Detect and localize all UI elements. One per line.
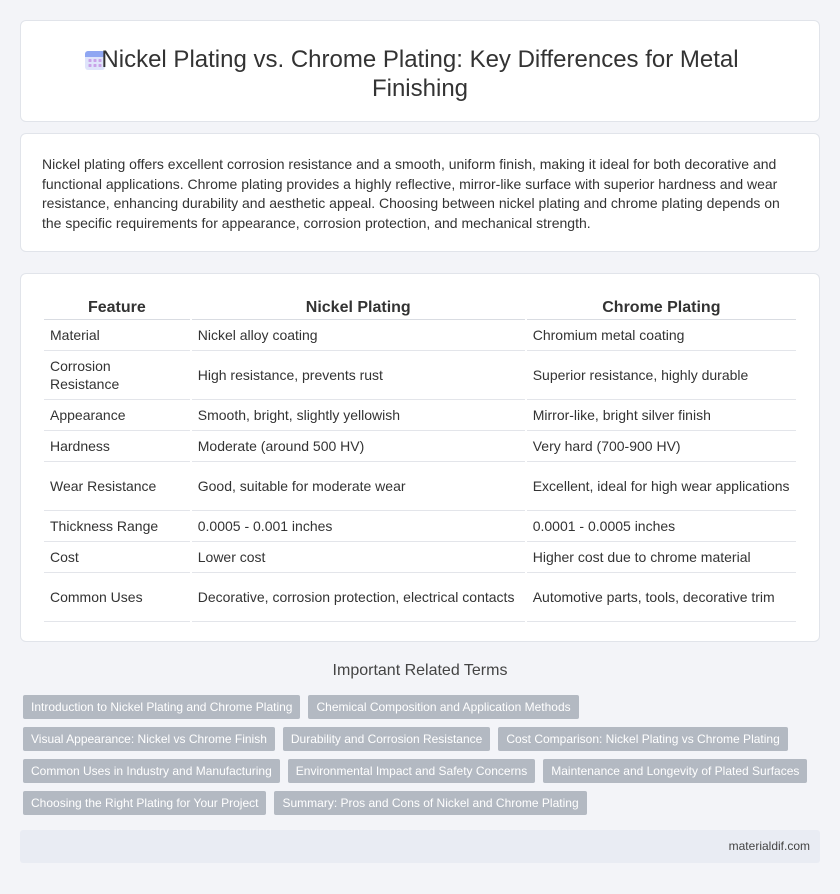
intro-card — [20, 133, 820, 252]
cell-feature: Wear Resistance — [44, 462, 190, 511]
footer-site-link[interactable]: materialdif.com — [728, 839, 810, 853]
related-term-tag[interactable]: Cost Comparison: Nickel Plating vs Chrome Plating — [498, 727, 787, 751]
cell-chrome: Automotive parts, tools, decorative trim — [527, 573, 796, 622]
related-term-tag[interactable]: Summary: Pros and Cons of Nickel and Chrome Plating — [274, 791, 586, 815]
table-row — [44, 573, 796, 622]
cell-feature: Hardness — [44, 431, 190, 462]
table-row — [44, 400, 796, 431]
cell-chrome: Excellent, ideal for high wear applications — [527, 462, 796, 511]
cell-feature: Appearance — [44, 400, 190, 431]
table-row — [44, 431, 796, 462]
related-term-tag[interactable]: Choosing the Right Plating for Your Project — [23, 791, 266, 815]
comparison-table-card — [20, 273, 820, 642]
cell-nickel: Nickel alloy coating — [192, 320, 525, 351]
header-card — [20, 20, 820, 122]
cell-nickel: Good, suitable for moderate wear — [192, 462, 525, 511]
cell-chrome: Very hard (700-900 HV) — [527, 431, 796, 462]
related-term-tag[interactable]: Common Uses in Industry and Manufacturing — [23, 759, 280, 783]
cell-chrome: 0.0001 - 0.0005 inches — [527, 511, 796, 542]
header-nickel-plating: Nickel Plating — [192, 294, 525, 320]
cell-chrome: Mirror-like, bright silver finish — [527, 400, 796, 431]
cell-nickel: High resistance, prevents rust — [192, 351, 525, 400]
header-chrome-plating: Chrome Plating — [527, 294, 796, 320]
table-row — [44, 462, 796, 511]
cell-feature: Common Uses — [44, 573, 190, 622]
footer — [20, 830, 820, 863]
related-term-tag[interactable]: Durability and Corrosion Resistance — [283, 727, 490, 751]
intro-paragraph: Nickel plating offers excellent corrosion resistance and a smooth, uniform finish, making it ideal for both decorative and functional applications. Chrome plating provides a highly reflective, mirror-like surface with superior hardness and wear resistance, enhancing durability and aesthetic appeal. Choosing between nickel plating and chrome plating depends on the specific requirements for appearance, corrosion protection, and mechanical strength. — [42, 156, 780, 231]
related-terms-list — [23, 695, 823, 823]
cell-chrome: Chromium metal coating — [527, 320, 796, 351]
table-row — [44, 511, 796, 542]
cell-nickel: Decorative, corrosion protection, electrical contacts — [192, 573, 525, 622]
cell-chrome: Higher cost due to chrome material — [527, 542, 796, 573]
cell-feature: Cost — [44, 542, 190, 573]
table-header-row — [44, 294, 796, 320]
comparison-table — [42, 294, 798, 622]
cell-chrome: Superior resistance, highly durable — [527, 351, 796, 400]
related-terms-title: Important Related Terms — [332, 662, 508, 679]
table-row — [44, 320, 796, 351]
cell-nickel: Smooth, bright, slightly yellowish — [192, 400, 525, 431]
cell-feature: Material — [44, 320, 190, 351]
related-term-tag[interactable]: Maintenance and Longevity of Plated Surfaces — [543, 759, 807, 783]
cell-nickel: 0.0005 - 0.001 inches — [192, 511, 525, 542]
cell-nickel: Lower cost — [192, 542, 525, 573]
related-term-tag[interactable]: Visual Appearance: Nickel vs Chrome Finish — [23, 727, 275, 751]
table-row — [44, 351, 796, 400]
related-term-tag[interactable]: Introduction to Nickel Plating and Chrome Plating — [23, 695, 300, 719]
cell-feature: Corrosion Resistance — [44, 351, 190, 400]
related-term-tag[interactable]: Chemical Composition and Application Methods — [308, 695, 578, 719]
table-row — [44, 542, 796, 573]
related-term-tag[interactable]: Environmental Impact and Safety Concerns — [288, 759, 535, 783]
cell-nickel: Moderate (around 500 HV) — [192, 431, 525, 462]
header-feature: Feature — [44, 294, 190, 320]
cell-feature: Thickness Range — [44, 511, 190, 542]
page-title: Nickel Plating vs. Chrome Plating: Key Differences for Metal Finishing — [101, 46, 739, 102]
